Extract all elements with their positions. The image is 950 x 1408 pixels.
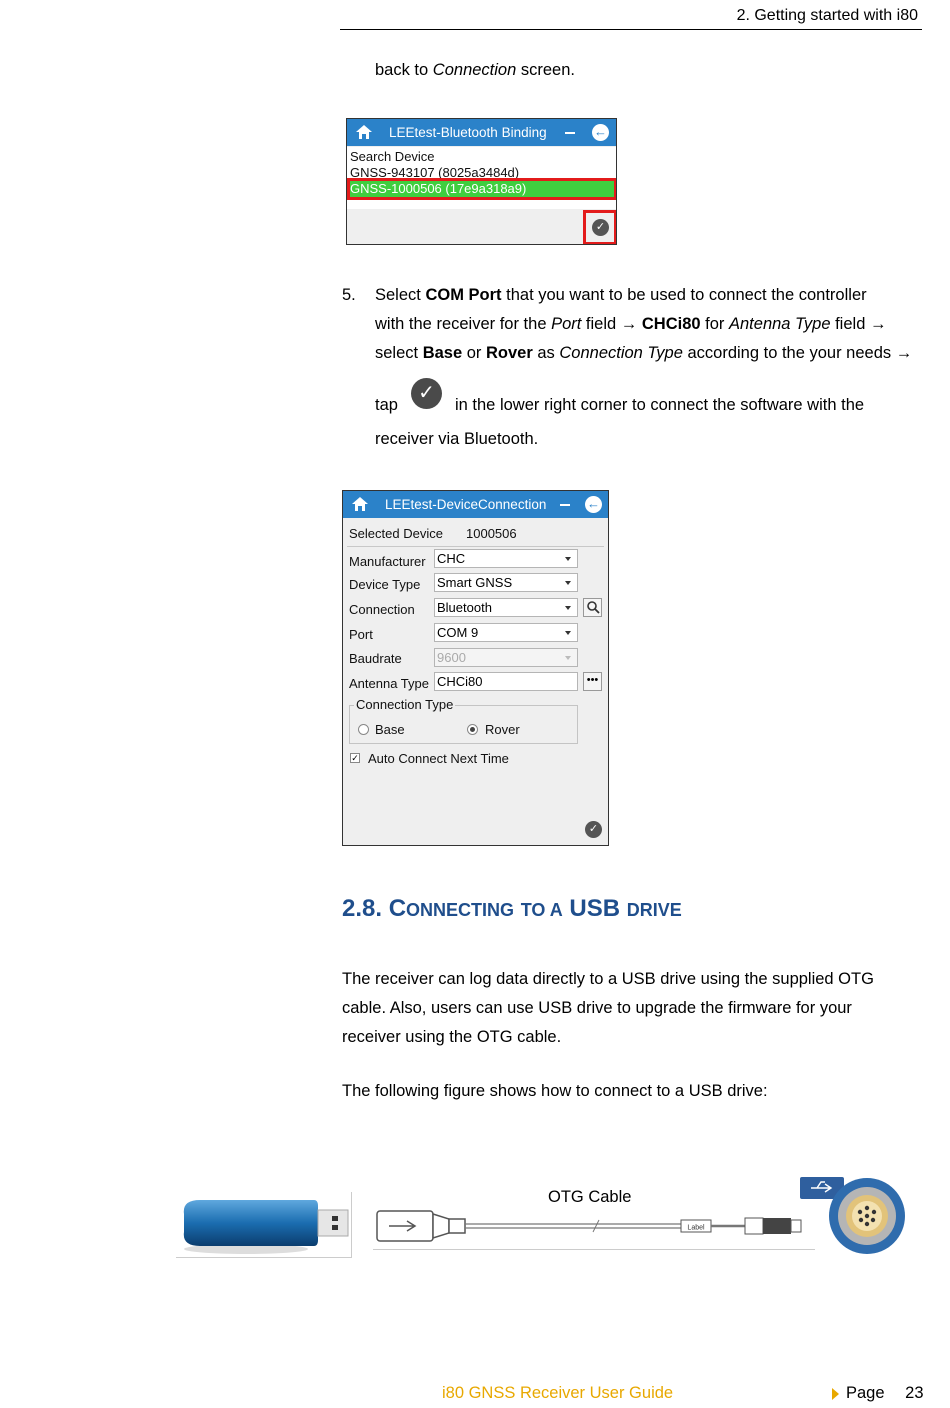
window-title: LEEtest-Bluetooth Binding (389, 125, 547, 140)
confirm-check-icon[interactable]: ✓ (592, 219, 609, 236)
window-titlebar (343, 491, 608, 518)
minimize-icon[interactable] (565, 132, 575, 134)
baudrate-select: 9600 (434, 648, 578, 667)
paragraph-line: The receiver can log data directly to a USB drive using the supplied OTG (342, 970, 874, 988)
back-arrow-icon[interactable]: ← (594, 124, 607, 139)
divider (347, 546, 604, 547)
confirm-callout-box (583, 210, 617, 245)
back-arrow-icon[interactable]: ← (587, 496, 600, 511)
usb-drive-image (176, 1192, 352, 1258)
device-type-select[interactable]: Smart GNSS (434, 573, 578, 592)
selection-callout-box (347, 178, 617, 200)
confirm-check-icon[interactable]: ✓ (585, 821, 602, 838)
search-icon[interactable] (583, 598, 602, 617)
paragraph-line: cable. Also, users can use USB drive to upgrade the firmware for your (342, 999, 852, 1017)
device-connection-window (342, 490, 609, 846)
running-header: 2. Getting started with i80 (736, 7, 918, 24)
svg-text:Label: Label (687, 1224, 705, 1232)
paragraph-line: receiver using the OTG cable. (342, 1028, 562, 1046)
otg-cable-image (373, 1204, 815, 1250)
step-number: 5. (342, 286, 356, 304)
baudrate-label: Baudrate (349, 651, 402, 666)
step5-tap-word: tap (375, 396, 398, 414)
connection-type-label: Connection Type (356, 697, 454, 712)
connection-label: Connection (349, 602, 415, 617)
base-radio-label: Base (375, 722, 405, 737)
otg-cable-label: OTG Cable (548, 1188, 632, 1206)
intro-line: back to Connection screen. (375, 61, 575, 79)
step5-line1: Select COM Port that you want to be used to connect the controller (375, 286, 867, 304)
device-list-item[interactable]: GNSS-943107 (8025a3484d) (350, 165, 520, 180)
port-select[interactable]: COM 9 (434, 623, 578, 642)
selected-device-value: 1000506 (466, 526, 517, 541)
step5-line5: receiver via Bluetooth. (375, 430, 539, 448)
bluetooth-binding-window (346, 118, 617, 245)
rover-radio-label: Rover (485, 722, 520, 737)
search-device-label: Search Device (350, 149, 435, 164)
antenna-type-label: Antenna Type (349, 676, 429, 691)
home-icon[interactable] (356, 125, 372, 139)
selected-device-label: Selected Device (349, 526, 443, 541)
device-type-label: Device Type (349, 577, 421, 592)
antenna-type-field[interactable]: CHCi80 (434, 672, 578, 691)
step5-line3: select Base or Rover as Connection Type according to the your needs → (375, 344, 913, 362)
step5-line4: in the lower right corner to connect the software with the (455, 396, 865, 414)
window-title: LEEtest-DeviceConnection (385, 497, 547, 512)
connection-select[interactable]: Bluetooth (434, 598, 578, 617)
footer-page-number: Page 23 (846, 1384, 924, 1402)
figure-intro: The following figure shows how to connect to a USB drive: (342, 1082, 768, 1100)
window-titlebar (347, 119, 616, 146)
receiver-port-image (799, 1176, 909, 1258)
more-options-icon[interactable]: ••• (583, 672, 602, 691)
step5-line2: with the receiver for the Port field → CHCi80 for Antenna Type field → (375, 315, 887, 333)
manufacturer-select[interactable]: CHC (434, 549, 578, 568)
base-radio[interactable] (358, 724, 369, 735)
minimize-icon[interactable] (560, 504, 570, 506)
auto-connect-checkbox[interactable]: ✓ (351, 753, 359, 763)
footer-title: i80 GNSS Receiver User Guide (442, 1384, 674, 1402)
manufacturer-label: Manufacturer (349, 554, 426, 569)
auto-connect-label: Auto Connect Next Time (368, 751, 509, 766)
home-icon[interactable] (352, 497, 368, 511)
section-heading: 2.8. CONNECTING TO A USB DRIVE (342, 895, 682, 922)
header-rule (340, 29, 922, 30)
rover-radio[interactable] (467, 724, 478, 735)
device-list-item-selected[interactable]: GNSS-1000506 (17e9a318a9) (350, 181, 527, 196)
port-label: Port (349, 627, 373, 642)
inline-check-icon: ✓ (411, 378, 442, 409)
